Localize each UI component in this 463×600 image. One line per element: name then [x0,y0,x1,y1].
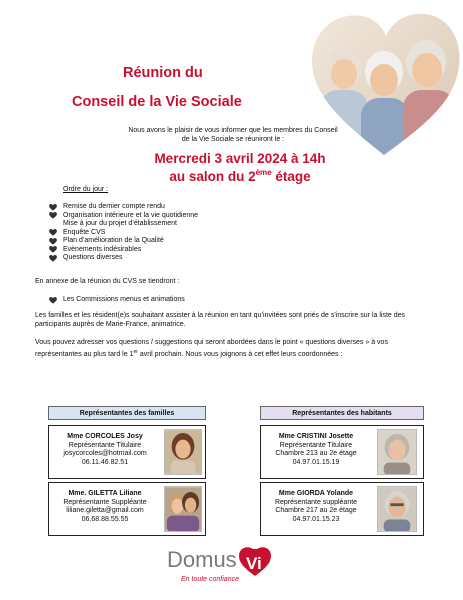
family-rep-card [48,425,206,479]
rep-room: Chambre 217 au 2e étage [275,507,357,514]
agenda-item-label: Plan d’amélioration de la Qualité [63,237,164,244]
questions-part2: avril prochain. Nous vous joignons à cet effet leurs coordonnées : [137,350,343,358]
rep-phone: 04.97.01.15.19 [292,458,340,466]
rep-role: Représentante suppléante [274,498,358,506]
agenda-item [49,254,198,263]
heart-bullet-icon [49,229,57,236]
logo-tagline: En toute confiance [181,576,239,583]
heart-bullet-icon [49,255,57,262]
agenda-item [49,237,198,246]
families-paragraph: Les familles et les résident(e)s souhaitant assister à la réunion en tant qu’invitées sont priés de s’inscrire sur la liste des participants auprès de Marie-France, animatrice. [35,312,406,328]
families-header: Représentantes des familles [48,406,206,420]
rep-room: Chambre 213 au 2e étage [275,450,357,457]
resident-rep-card [260,482,424,536]
agenda-item-label: Organisation intérieure et la vie quotidienne [63,211,199,219]
rep-email: liliane.giletta@gmail.com [66,507,144,514]
agenda-item [49,212,198,221]
agenda-item-label: Questions diverses [63,254,123,261]
agenda-title: Ordre du jour : [63,186,109,193]
rep-phone: 06.11.46.82.51 [81,458,129,466]
rep-photo [377,486,417,532]
rep-photo [377,429,417,475]
intro-text: Nous avons le plaisir de vous informer que les membres du Conseil de la Vie Sociale se réuniront le : [128,127,338,143]
agenda-item-label: Enquête CVS [63,228,106,236]
title-line-1: Réunion du [123,65,203,81]
rep-phone: 06.68.88.55.55 [81,515,129,523]
rep-photo [164,429,202,475]
rep-role: Représentante Titulaire [279,441,353,449]
meeting-date: Mercredi 3 avril 2024 à 14h [154,151,326,166]
residents-header: Représentantes des habitants [260,406,424,420]
agenda-item-label: Evènements indésirables [63,245,142,253]
heart-bullet-icon [49,204,57,211]
agenda-item-label: Remise du dernier compte rendu [63,203,165,210]
annexe-text: En annexe de la réunion du CVS se tiendront : [35,278,180,285]
title-line-2: Conseil de la Vie Sociale [72,94,242,110]
rep-name: Mme GIORDA Yolande [278,490,354,497]
agenda-item-label: Mise à jour du projet d’établissement [63,220,178,227]
heart-bullet-icon [49,297,57,304]
rep-name: Mme CORCOLES Josy [67,433,143,440]
rep-role: Représentante Titulaire [68,441,142,449]
meeting-place-sup: ème [255,168,272,177]
rep-phone: 04.97.01.15.23 [292,515,340,523]
meeting-place [90,168,390,184]
annexe-item-label: Les Commissions menus et animations [63,296,185,303]
rep-photo [164,486,202,532]
logo-brand-prefix: Domus [167,547,237,572]
rep-name: Mme. GILETTA Liliane [68,490,142,497]
agenda-list [49,203,198,263]
resident-rep-card [260,425,424,479]
rep-name: Mme CRISTINI Josette [278,433,354,440]
heart-bullet-icon [49,238,57,245]
questions-part1: Vous pouvez adresser vos questions / suggestions qui seront abordées dans le point « questions diverses » à vos représentantes au plus tard le 1 [35,339,388,358]
heart-bullet-icon [49,212,57,219]
questions-paragraph [35,339,435,359]
heart-bullet-icon [49,246,57,253]
rep-role: Représentante Suppléante [63,498,147,506]
rep-email: josycorcoles@hotmail.com [63,450,147,457]
agenda-item [49,246,198,255]
logo-brand-suffix: Vi [246,554,262,573]
agenda-item [49,220,198,229]
family-rep-card [48,482,206,536]
agenda-item [49,203,198,212]
agenda-item [49,229,198,238]
meeting-place-suffix: étage [271,169,311,184]
annexe-item [49,296,185,305]
domusvi-logo [167,543,307,588]
questions-sup: er [133,348,138,355]
meeting-place-prefix: au salon du 2 [169,169,256,184]
